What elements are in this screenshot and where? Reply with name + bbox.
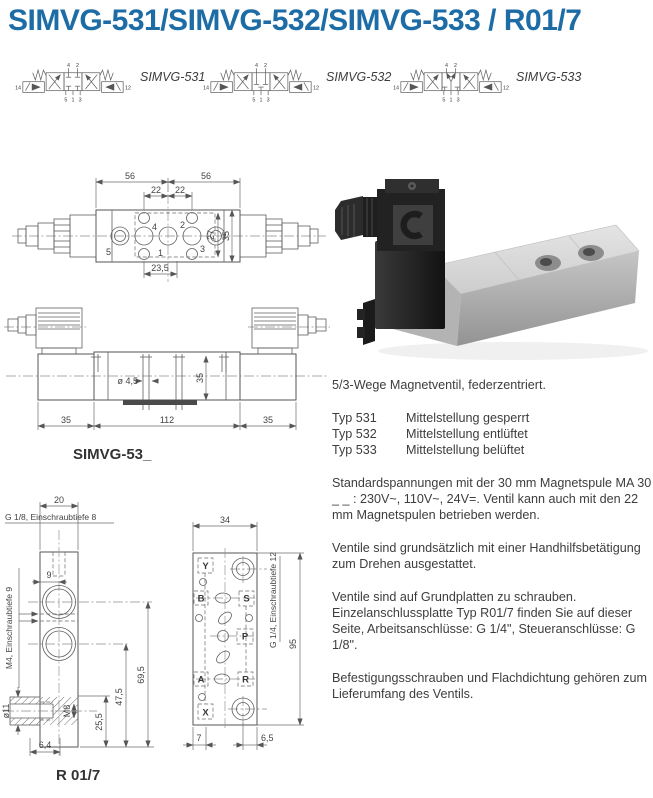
dim-27: 27 [206,229,216,241]
symbol-port-4: 4 [445,62,449,69]
port-label-1: 1 [158,248,164,258]
thread-note-g18: G 1/8, Einschraubtiefe 8 [5,512,97,522]
symbol-port-4: 4 [255,62,259,69]
page-title: SIMVG-531/SIMVG-532/SIMVG-533 / R01/7 [8,4,582,37]
dim-7: 7 [196,733,202,743]
symbol-532-graphics [211,68,311,95]
side-view-caption: SIMVG-53_ [73,446,152,463]
product-photo [333,163,650,372]
port-label-2: 2 [180,220,186,230]
symbol-port-3: 3 [456,97,460,104]
dim-23-5: 23,5 [151,263,169,273]
symbol-label-531: SIMVG-531 [140,70,206,84]
section-view-graphics [4,502,154,756]
symbol-port-3: 3 [78,97,82,104]
symbol-port-2: 2 [75,62,79,69]
port-label-a: A [197,674,205,686]
symbol-port-5: 5 [64,97,68,104]
symbol-531-graphics [23,68,123,95]
symbol-port-4: 4 [67,62,71,69]
symbol-port-12: 12 [124,85,131,92]
port-label-y: Y [202,561,209,572]
dim-35-right: 35 [262,415,274,425]
dim-35-vertical: 35 [221,230,231,242]
dim-35-left: 35 [60,415,72,425]
dim-35-height: 35 [195,372,205,384]
symbol-port-12: 12 [502,85,509,92]
symbol-port-14: 14 [393,85,400,92]
valve-top-view-drawing [8,160,330,300]
description-paragraph: Ventile sind auf Grundplatten zu schrauben. Einzelanschlussplatte Typ R01/7 finden Sie auf dieser Seite, Arbeitsanschlüsse: G 1/4", Steueranschlüsse: G 1/8". [332,590,636,652]
port-label-5: 5 [106,247,112,257]
dim-56-right: 56 [200,171,212,181]
description-paragraph: Befestigungsschrauben und Flachdichtung gehören zum Lieferumfang des Ventils. [332,671,648,701]
dim-47-5: 47,5 [114,688,124,706]
port-label-b: B [197,593,205,605]
type-desc: Mittelstellung entlüftet [406,427,528,441]
port-label-p: P [241,631,249,643]
symbol-label-532: SIMVG-532 [326,70,392,84]
type-desc: Mittelstellung gesperrt [406,411,530,425]
port-label-4: 4 [152,222,158,232]
description-paragraph: Standardspannungen mit der 30 mm Magnetspule MA 30 _ _ : 230V~, 110V~, 24V=. Ventil kann auch mit den 22 mm Magnetspulen betrieben werden. [332,476,652,522]
dim-22-right: 22 [174,185,186,195]
base-plate-caption: R 01/7 [56,767,101,784]
symbol-port-1: 1 [259,97,263,104]
base-plate-section-drawing [2,490,170,764]
symbol-port-5: 5 [252,97,256,104]
base-plate-top-view-drawing [170,512,320,767]
description-paragraph: Ventile sind grundsätzlich mit einer Handhilfsbetätigung zum Drehen ausgestattet. [332,541,641,571]
dim-hole-diameter: ø 4,5 [117,376,138,386]
type-name: Typ 533 [332,443,377,457]
symbol-port-1: 1 [449,97,453,104]
symbol-port-3: 3 [266,97,270,104]
dim-95: 95 [288,638,298,650]
dim-25-5: 25,5 [94,713,104,731]
dim-6-5: 6,5 [261,733,274,743]
thread-note-g14: G 1/4, Einschraubtiefe 12 [268,552,278,648]
dim-9: 9 [46,570,52,580]
dim-56-left: 56 [124,171,136,181]
dim-m8: M8 [62,704,72,718]
dim-69-5: 69,5 [136,666,146,684]
dim-6-4: 6,4 [38,740,52,750]
description-intro: 5/3-Wege Magnetventil, federzentriert. [332,378,546,392]
valve-photo-graphics [335,179,648,360]
symbol-label-533: SIMVG-533 [516,70,582,84]
type-row [332,442,653,458]
symbol-port-2: 2 [263,62,267,69]
type-name: Typ 531 [332,411,377,425]
dim-20: 20 [53,495,65,505]
type-row [332,410,653,426]
symbol-port-1: 1 [71,97,75,104]
valve-symbol-532 [200,62,322,105]
dim-34: 34 [219,515,231,525]
symbol-port-14: 14 [203,85,210,92]
type-desc: Mittelstellung belüftet [406,443,525,457]
top-view-graphics [12,178,326,282]
symbol-port-2: 2 [453,62,457,69]
dim-o11: ø11 [1,703,11,719]
valve-symbol-533 [390,62,512,105]
type-row [332,426,653,442]
type-name: Typ 532 [332,427,377,441]
description-block [332,377,653,719]
port-label-3: 3 [200,244,206,254]
dim-112: 112 [159,415,175,425]
symbol-533-graphics [401,68,501,95]
port-label-r: R [242,674,249,686]
side-view-graphics [4,308,330,430]
dim-22-left: 22 [150,185,162,195]
port-label-s: S [243,593,250,605]
type-list [332,410,653,458]
thread-note-m4: M4, Einschraubtiefe 9 [4,586,14,670]
valve-side-view-drawing [2,298,332,446]
port-label-x: X [202,707,209,719]
symbol-port-5: 5 [442,97,446,104]
valve-symbol-531 [12,62,134,105]
symbol-port-14: 14 [15,85,22,92]
symbol-port-12: 12 [312,85,319,92]
